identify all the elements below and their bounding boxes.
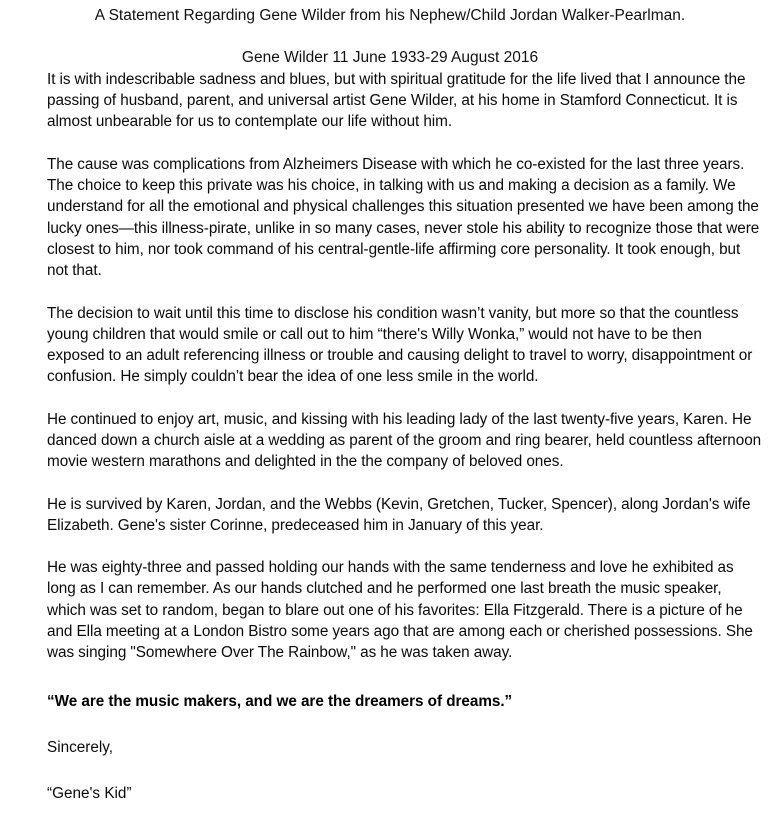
paragraph-2: The cause was complications from Alzheimers Disease with which he co-existed for the last three years. The choice to keep this private was his choice, in talking with us and making a decision as a family. We understand for all the emotional and physical challenges this situation presented we have been among the lucky ones—this illness-pirate, unlike in so many cases, never stole his ability to recognize those that were closest to him, nor took command of his central-gentle-life affirming core personality. It took enough, but not that. [47, 155, 760, 280]
page-title: A Statement Regarding Gene Wilder from his Nephew/Child Jordan Walker-Pearlman. [94, 7, 686, 24]
paragraph-1: It is with indescribable sadness and blues, but with spiritual gratitude for the life lived that I announce the passing of husband, parent, and universal artist Gene Wilder, at his home in Stamford Connecticut. It is almost unbearable for us to contemplate our life without him. [47, 70, 746, 131]
signature-line: “Gene's Kid” [47, 785, 132, 803]
document-body [0, 69, 780, 805]
signoff-line: Sincerely, [47, 738, 114, 756]
paragraph-3: The decision to wait until this time to disclose his condition wasn’t vanity, but more so that the countless young children that would smile or call out to him “there's Willy Wonka,” would not have to be then exposed to an adult referencing illness or trouble and causing delight to travel to worry, disappointment or confusion. He simply couldn’t bear the idea of one less smile in the world. [47, 304, 753, 386]
document-subtitle: Gene Wilder 11 June 1933-29 August 2016 [241, 48, 539, 66]
paragraph-5: He is survived by Karen, Jordan, and the Webbs (Kevin, Gretchen, Tucker, Spencer), along Jordan's wife Elizabeth. Gene's sister Corinne, predeceased him in January of this year. [47, 495, 751, 534]
paragraph-4: He continued to enjoy art, music, and kissing with his leading lady of the last twenty-five years, Karen. He danced down a church aisle at a wedding as parent of the groom and ring bearer, held countless afternoon movie western marathons and delighted in the the company of beloved ones. [47, 410, 762, 471]
closing-quote: “We are the music makers, and we are the dreamers of dreams.” [47, 692, 513, 710]
paragraph-6: He was eighty-three and passed holding our hands with the same tenderness and love he exhibited as long as I can remember. As our hands clutched and he performed one last breath the music speaker, which was set to random, began to blare out one of his favorites: Ella Fitzgerald. There is a picture of he and Ella meeting at a London Bistro some years ago that are among each or cherished possessions. She was singing "Somewhere Over The Rainbow," as he was taken away. [47, 559, 753, 662]
